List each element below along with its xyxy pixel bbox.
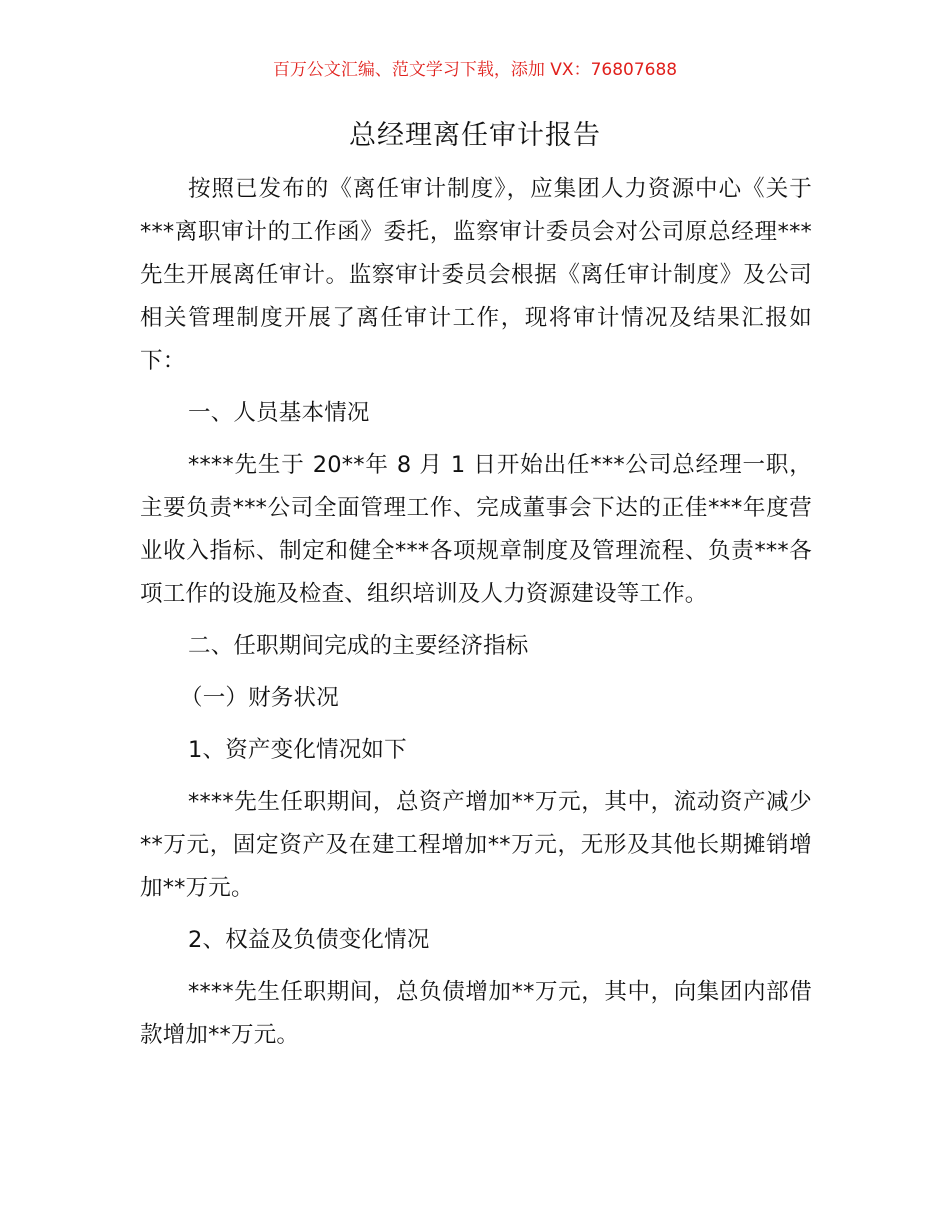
document-body	[140, 168, 812, 1066]
assets-paragraph: ****先生任职期间，总资产增加**万元，其中，流动资产减少**万元，固定资产及在建工程增加**万元，无形及其他长期摊销增加**万元。	[140, 789, 812, 901]
subsection-heading-finance: （一）财务状况	[180, 685, 339, 711]
document-title: 总经理离任审计报告	[349, 120, 601, 151]
liabilities-paragraph: ****先生任职期间，总负债增加**万元，其中，向集团内部借款增加**万元。	[140, 979, 812, 1048]
item-heading-liabilities: 2、权益及负债变化情况	[188, 927, 430, 953]
item-heading-assets: 1、资产变化情况如下	[188, 737, 407, 763]
watermark-header: 百万公文汇编、范文学习下载，添加 VX：76807688	[272, 60, 678, 80]
section-heading-personnel: 一、人员基本情况	[188, 400, 370, 426]
personnel-paragraph: ****先生于 20**年 8 月 1 日开始出任***公司总经理一职，主要负责***公司全面管理工作、完成董事会下达的正佳***年度营业收入指标、制定和健全***各项规章制度及管理流程、负责***各项工作的设施及检查、组织培训及人力资源建设等工作。	[140, 452, 812, 607]
intro-paragraph: 按照已发布的《离任审计制度》，应集团人力资源中心《关于***离职审计的工作函》委托，监察审计委员会对公司原总经理***先生开展离任审计。监察审计委员会根据《离任审计制度》及公司相关管理制度开展了离任审计工作，现将审计情况及结果汇报如下：	[140, 176, 812, 374]
section-heading-indicators: 二、任职期间完成的主要经济指标	[188, 633, 529, 659]
